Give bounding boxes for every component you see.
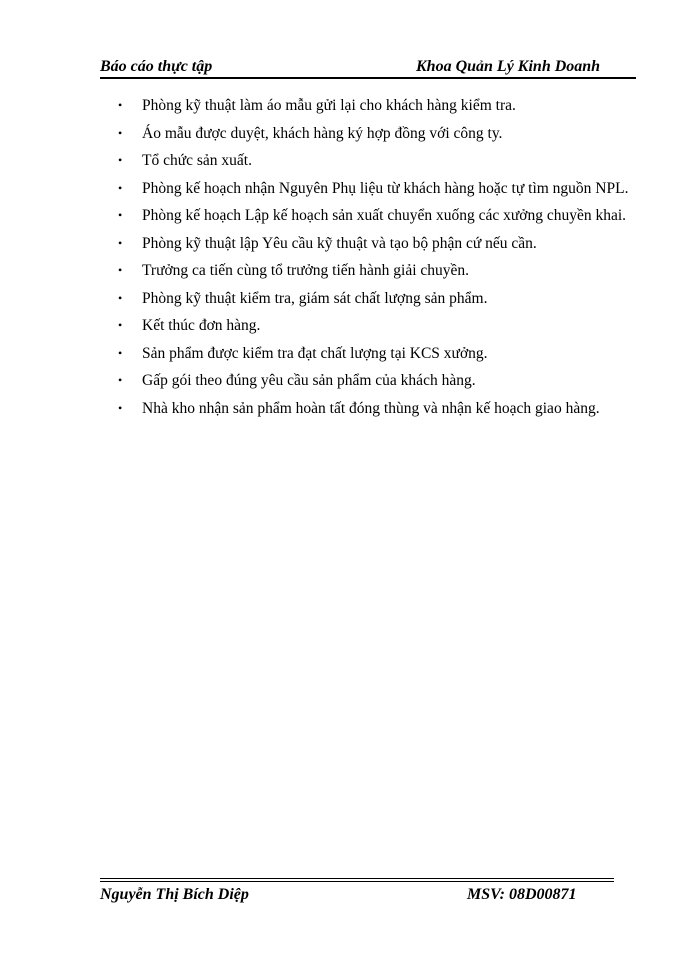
list-item — [118, 202, 634, 230]
list-item-text: Phòng kế hoạch Lập kế hoạch sản xuất chuyển xuống các xưởng chuyền khai. — [142, 207, 627, 224]
list-item-text: Phòng kỹ thuật làm áo mẫu gửi lại cho khách hàng kiểm tra. — [142, 97, 516, 114]
bullet-icon: • — [118, 263, 123, 277]
header-faculty-name: Khoa Quản Lý Kinh Doanh — [416, 58, 601, 75]
list-item — [118, 120, 634, 148]
list-item — [118, 367, 634, 395]
footer-rule-top — [100, 878, 614, 879]
bullet-icon: • — [118, 318, 123, 332]
footer-student-id: MSV: 08D00871 — [467, 886, 577, 903]
list-item — [118, 285, 634, 313]
list-item-text: Phòng kỹ thuật lập Yêu cầu kỹ thuật và tạo bộ phận cứ nếu cần. — [142, 234, 537, 252]
list-item — [118, 312, 634, 340]
page-footer — [100, 885, 614, 907]
list-item-text: Trưởng ca tiến cùng tổ trưởng tiến hành giải chuyền. — [142, 262, 470, 279]
bullet-icon: • — [118, 345, 123, 360]
header-report-title: Báo cáo thực tập — [100, 58, 213, 75]
bullet-icon: • — [118, 98, 123, 112]
list-item — [118, 340, 634, 368]
list-item-text: Áo mẫu được duyệt, khách hàng ký hợp đồng với công ty. — [142, 124, 503, 142]
list-item — [118, 147, 634, 175]
bullet-icon: • — [118, 373, 123, 387]
list-item-text: Kết thúc đơn hàng. — [142, 317, 261, 334]
bullet-icon: • — [118, 400, 123, 415]
list-item-text: Tổ chức sản xuất. — [142, 152, 252, 169]
list-item-text: Sản phẩm được kiểm tra đạt chất lượng tại KCS xưởng. — [142, 344, 488, 362]
bullet-icon: • — [118, 235, 123, 250]
bullet-icon: • — [118, 290, 123, 305]
list-item — [118, 257, 634, 285]
footer-author-name: Nguyễn Thị Bích Diệp — [100, 886, 249, 903]
list-item-text: Nhà kho nhận sản phẩm hoàn tất đóng thùng và nhận kế hoạch giao hàng. — [142, 399, 600, 417]
list-item-text: Gấp gói theo đúng yêu cầu sản phẩm của khách hàng. — [142, 372, 476, 389]
bullet-icon: • — [118, 180, 123, 195]
list-item-text: Phòng kỹ thuật kiểm tra, giám sát chất lượng sản phẩm. — [142, 289, 488, 307]
bullet-list — [118, 92, 634, 422]
header-rule — [100, 77, 636, 79]
bullet-icon: • — [118, 125, 123, 140]
list-item — [118, 230, 634, 258]
list-item-text: Phòng kế hoạch nhận Nguyên Phụ liệu từ khách hàng hoặc tự tìm nguồn NPL. — [142, 179, 629, 197]
list-item — [118, 395, 634, 423]
page-header — [100, 57, 635, 79]
bullet-icon: • — [118, 208, 123, 222]
list-item — [118, 92, 634, 120]
footer-rule-bottom — [100, 881, 614, 882]
bullet-icon: • — [118, 153, 123, 167]
list-item — [118, 175, 634, 203]
